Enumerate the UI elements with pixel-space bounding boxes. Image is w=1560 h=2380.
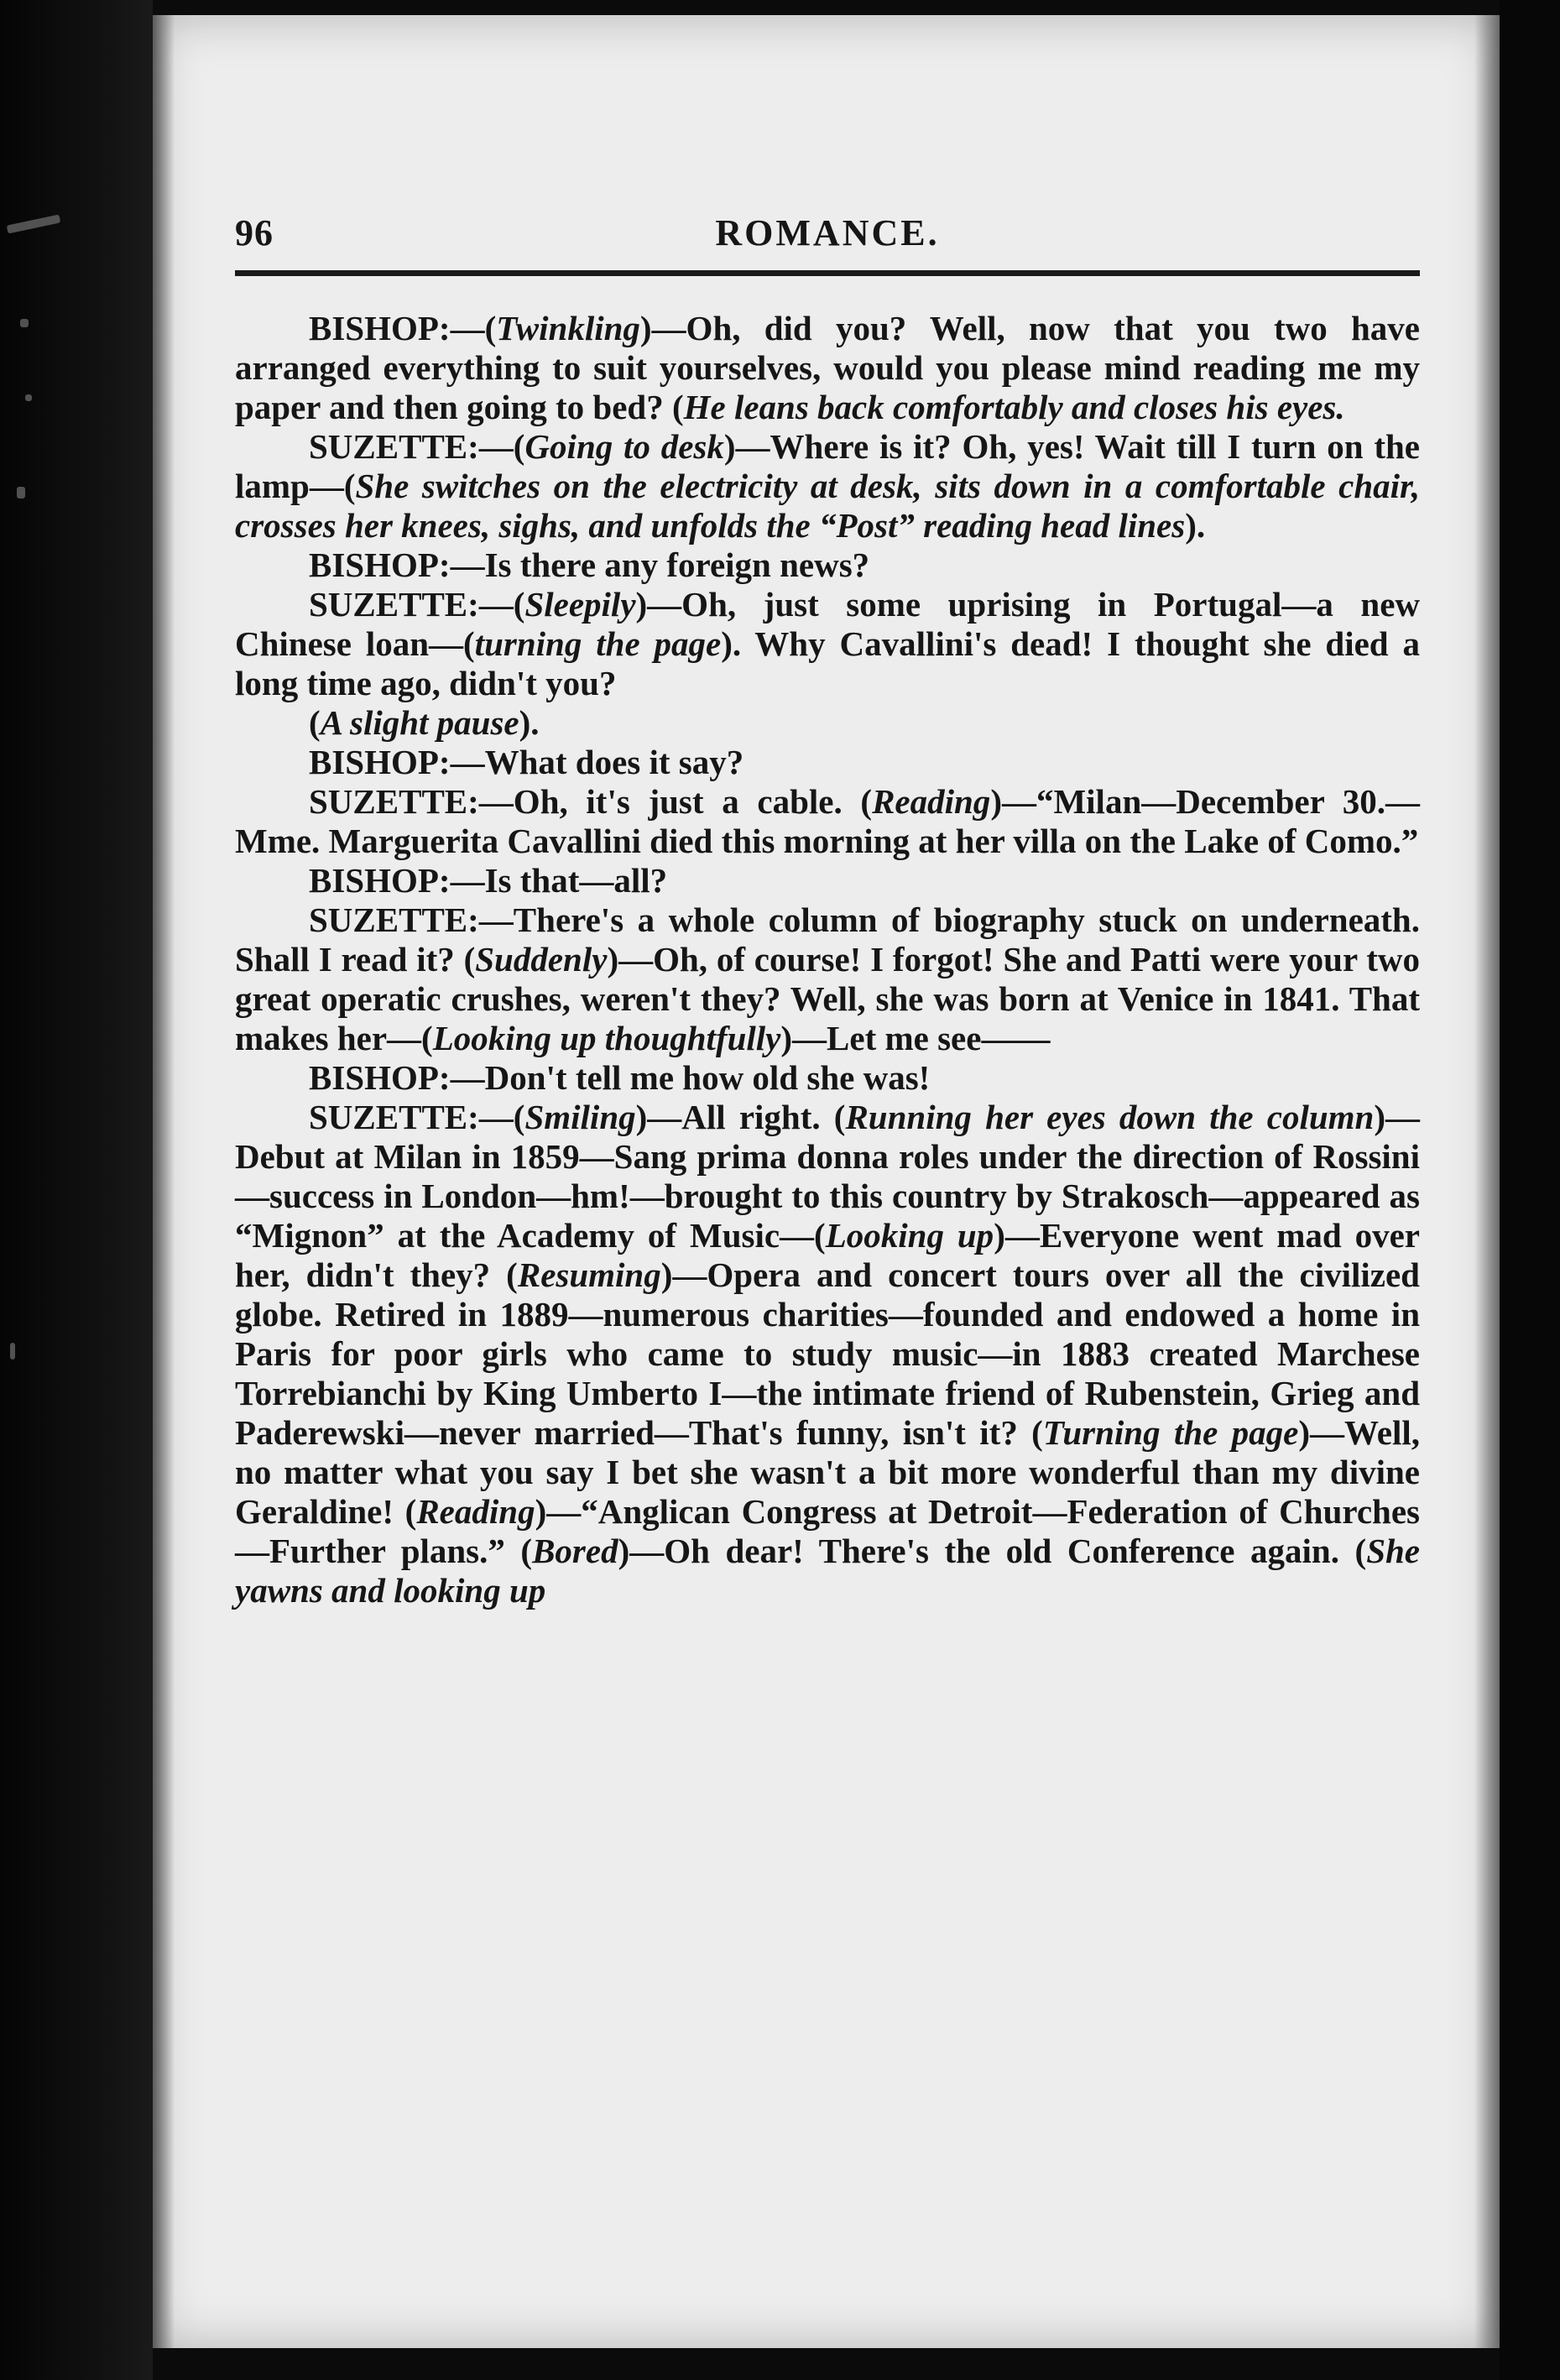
stage-direction: She switches on the electricity at desk, sits down in a comfortable chair, crosses her knees, sighs, and unfolds the “Post” reading head lines xyxy=(235,467,1420,545)
dialogue-text: )—Opera and concert tours over all the civilized globe. Retired in 1889—numerous charities—founded and endowed a home in Paris for poor girls who came to study music—in 1883 created Marchese Torrebianchi by King Umberto I—the intimate friend of Rubenstein, Grieg and Paderewski—never married—That's funny, isn't it? ( xyxy=(235,1255,1420,1452)
stage-direction: Twinkling xyxy=(496,309,640,347)
dialogue-text: )—All right. ( xyxy=(635,1098,846,1136)
dialogue-text: ( xyxy=(309,703,321,742)
dialogue-text: SUZETTE:—Oh, it's just a cable. ( xyxy=(309,782,873,821)
stage-direction: Suddenly xyxy=(475,940,608,979)
stage-direction: Sleepily xyxy=(524,585,636,624)
dialogue-text: )—Oh dear! There's the old Conference again. ( xyxy=(618,1532,1367,1570)
dialogue-text: )—Debut at Milan in 1859—Sang prima donna roles under the direction of Rossini—success in London—hm!—brought to this country by Strakosch—appeared as “Mignon” at the Academy of Music—( xyxy=(235,1098,1420,1255)
stage-direction: Going to desk xyxy=(524,427,724,466)
dialogue-text: ). xyxy=(519,703,540,742)
stage-direction: Turning the page xyxy=(1042,1413,1299,1452)
dialogue-text: )—Well, no matter what you say I bet she wasn't a bit more wonderful than my divine Geraldine! ( xyxy=(235,1413,1420,1531)
dialogue-text: BISHOP:—Is there any foreign news? xyxy=(309,545,870,584)
stage-direction: Looking up xyxy=(825,1216,994,1255)
stage-direction: He leans back comfortably and closes his eyes. xyxy=(683,388,1345,426)
stage-direction: She yawns and looking up xyxy=(235,1532,1420,1610)
film-speck xyxy=(7,214,61,233)
dialogue-text: BISHOP:—Is that—all? xyxy=(309,861,668,900)
stage-direction: Running her eyes down the column xyxy=(845,1098,1375,1136)
dialogue-paragraph xyxy=(235,861,1420,900)
film-speck xyxy=(10,1343,15,1360)
dialogue-paragraph xyxy=(235,703,1420,743)
page-number: 96 xyxy=(235,212,274,253)
dialogue-text: )—Oh, of course! I forgot! She and Patti were your two great operatic crushes, weren't they? Well, she was born at Venice in 1841. That makes her—( xyxy=(235,940,1421,1057)
dialogue-paragraph xyxy=(235,1098,1420,1610)
dialogue-paragraph xyxy=(235,585,1420,703)
dialogue-text: BISHOP:—What does it say? xyxy=(309,743,744,781)
dialogue-text: )—“Milan—December 30.—Mme. Marguerita Cavallini died this morning at her villa on the Lake of Como.” xyxy=(235,782,1420,860)
dialogue-text: SUZETTE:—( xyxy=(309,427,525,466)
page-body-text xyxy=(235,309,1420,1610)
film-speck xyxy=(17,487,25,498)
dialogue-paragraph xyxy=(235,900,1420,1058)
dialogue-text: )—Oh, just some uprising in Portugal—a new Chinese loan—( xyxy=(235,585,1420,663)
dialogue-text: )—“Anglican Congress at Detroit—Federation of Churches—Further plans.” ( xyxy=(235,1492,1420,1570)
dialogue-text: )—Oh, did you? Well, now that you two have arranged everything to suit yourselves, would you please mind reading me my paper and then going to bed? ( xyxy=(235,309,1420,426)
film-speck xyxy=(25,394,32,401)
dialogue-text: )—Where is it? Oh, yes! Wait till I turn on the lamp—( xyxy=(235,427,1420,505)
stage-direction: Smiling xyxy=(524,1098,636,1136)
running-title: ROMANCE. xyxy=(715,212,940,253)
stage-direction: Resuming xyxy=(517,1255,661,1294)
stage-direction: Looking up thoughtfully xyxy=(432,1019,781,1057)
dialogue-text: SUZETTE:—( xyxy=(309,1098,525,1136)
dialogue-paragraph xyxy=(235,743,1420,782)
header-rule xyxy=(235,270,1420,276)
dialogue-text: ). xyxy=(1185,506,1206,545)
dialogue-text: )—Let me see—— xyxy=(780,1019,1051,1057)
dialogue-paragraph xyxy=(235,782,1420,861)
dialogue-paragraph xyxy=(235,309,1420,427)
dialogue-paragraph xyxy=(235,545,1420,585)
dialogue-text: BISHOP:—Don't tell me how old she was! xyxy=(309,1058,931,1097)
dialogue-text: SUZETTE:—There's a whole column of biography stuck on underneath. Shall I read it? ( xyxy=(235,900,1420,979)
running-head xyxy=(235,211,1420,262)
stage-direction: Reading xyxy=(872,782,991,821)
dialogue-text: )—Everyone went mad over her, didn't they? ( xyxy=(235,1216,1420,1294)
stage-direction: A slight pause xyxy=(320,703,519,742)
film-margin-right xyxy=(1500,0,1560,2380)
dialogue-text: BISHOP:—( xyxy=(309,309,497,347)
dialogue-paragraph xyxy=(235,1058,1420,1098)
stage-direction: turning the page xyxy=(474,624,722,663)
film-speck xyxy=(20,319,29,327)
stage-direction: Bored xyxy=(532,1532,618,1570)
stage-direction: Reading xyxy=(416,1492,535,1531)
dialogue-paragraph xyxy=(235,427,1420,545)
film-margin-left xyxy=(0,0,153,2380)
dialogue-text: SUZETTE:—( xyxy=(309,585,525,624)
dialogue-text: ). Why Cavallini's dead! I thought she died a long time ago, didn't you? xyxy=(235,624,1421,702)
